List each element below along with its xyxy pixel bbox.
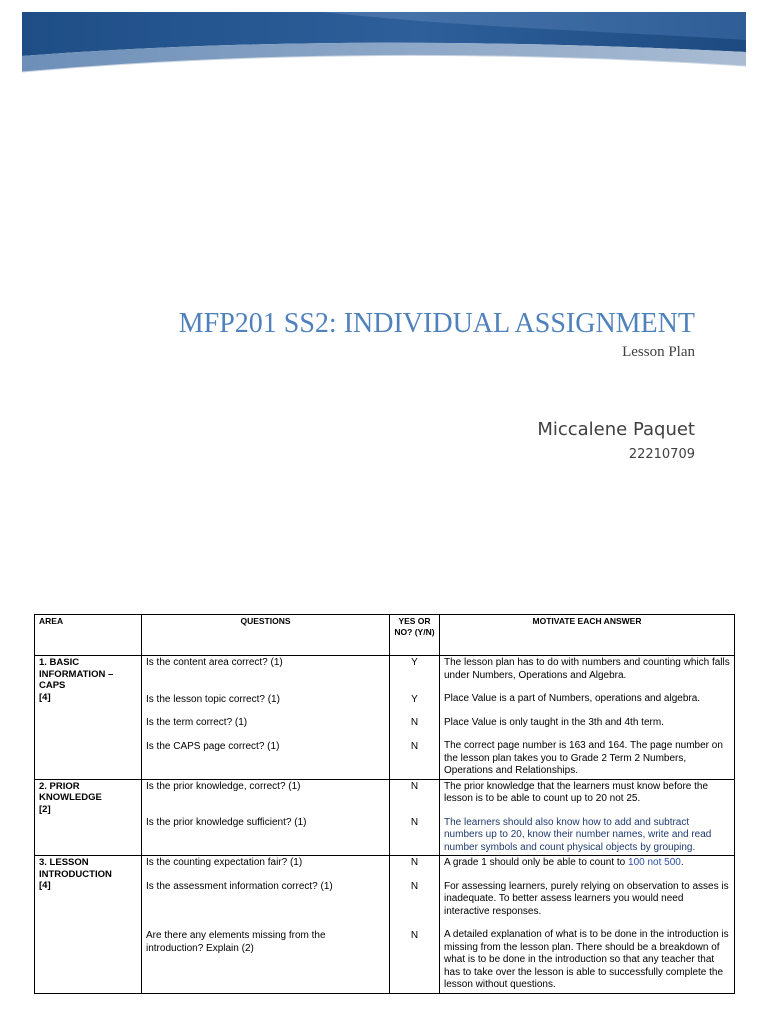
author-name: Miccalene Paquet [537, 419, 695, 440]
motivation: The lesson plan has to do with numbers and counting which falls under Numbers, Operations and Algebra. [444, 657, 730, 681]
motivation-text: A grade 1 should only be able to count to [444, 857, 629, 868]
student-number: 22210709 [628, 447, 695, 462]
motivation: Place Value is a part of Numbers, operations and algebra. [444, 693, 701, 704]
question: Is the CAPS page correct? (1) [146, 740, 280, 752]
question: Is the prior knowledge sufficient? (1) [146, 817, 307, 828]
header-yes-no: YES OR NO? (Y/N) [390, 615, 440, 656]
question: Is the counting expectation fair? (1) [146, 857, 303, 868]
header-band [22, 12, 746, 76]
answer: Y [411, 657, 418, 668]
motivation-cell [440, 656, 735, 780]
questions-cell [142, 656, 390, 780]
answer: N [410, 740, 419, 752]
question: Is the term correct? (1) [146, 717, 248, 728]
area-marks: [2] [39, 803, 51, 815]
area-title: 3. LESSON INTRODUCTION [39, 857, 112, 880]
answers-cell [390, 856, 440, 994]
motivation: The learners should also know how to add and subtract numbers up to 20, know their number names, write and read number symbols and count physical objects by grouping. [444, 816, 712, 853]
questions-cell [142, 779, 390, 856]
header-area: AREA [35, 615, 142, 656]
answer: N [410, 817, 419, 828]
question: Are there any elements missing from the introduction? Explain (2) [146, 930, 326, 954]
motivation-cell [440, 856, 735, 994]
area-cell [35, 856, 142, 994]
answer: N [410, 930, 419, 941]
table-header-row [35, 615, 735, 656]
header-questions: QUESTIONS [142, 615, 390, 656]
header-motivate: MOTIVATE EACH ANSWER [440, 615, 735, 656]
motivation: Place Value is only taught in the 3th and 4th term. [444, 716, 664, 728]
document-title: MFP201 SS2: INDIVIDUAL ASSIGNMENT [178, 308, 695, 339]
area-cell [35, 779, 142, 856]
motivation: A detailed explanation of what is to be done in the introduction is missing from the lesson plan. There should be a breakdown of what is to be done in the introduction so that any teacher that has to take over the lesson is able to successfully complete the lesson without questions. [444, 929, 729, 990]
motivation [444, 857, 730, 870]
question: Is the assessment information correct? (1) [146, 880, 333, 892]
question: Is the content area correct? (1) [146, 657, 283, 668]
answers-cell [390, 656, 440, 780]
question: Is the lesson topic correct? (1) [146, 693, 280, 705]
motivation-highlight: 100 not 500 [628, 857, 681, 868]
answer: N [410, 717, 419, 728]
answer: N [410, 880, 419, 892]
motivation-text: . [680, 857, 684, 868]
title-block [179, 306, 695, 362]
answer: N [410, 780, 419, 792]
area-marks: [4] [39, 691, 51, 703]
motivation: The correct page number is 163 and 164. The page number on the lesson plan takes you to Grade 2 Term 2 Numbers, Operations and Relationships. [444, 740, 723, 776]
motivation-cell [440, 779, 735, 856]
document-subtitle: Lesson Plan [622, 344, 695, 360]
answers-cell [390, 779, 440, 856]
area-cell [35, 656, 142, 780]
rubric-table [34, 614, 735, 994]
motivation: The prior knowledge that the learners must know before the lesson is to be able to count up to 20 not 25. [444, 780, 709, 804]
table-row [35, 656, 735, 780]
questions-cell [142, 856, 390, 994]
answer: Y [411, 693, 418, 705]
area-marks: [4] [39, 880, 51, 891]
area-title: 1. BASIC INFORMATION – CAPS [39, 657, 114, 691]
table-row [35, 779, 735, 856]
answer: N [410, 857, 419, 868]
table-row [35, 856, 735, 994]
motivation: For assessing learners, purely relying on observation to asses is inadequate. To better assess learners you would need interactive responses. [444, 880, 729, 917]
question: Is the prior knowledge, correct? (1) [146, 780, 301, 792]
area-title: 2. PRIOR KNOWLEDGE [39, 780, 102, 803]
author-block [537, 416, 695, 465]
